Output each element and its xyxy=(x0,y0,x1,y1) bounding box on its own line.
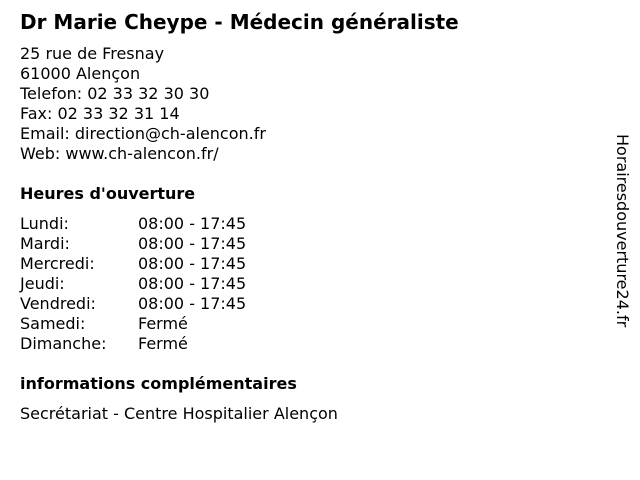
day-label: Mardi: xyxy=(20,234,70,253)
day-label: Lundi: xyxy=(20,214,69,233)
day-label: Samedi: xyxy=(20,314,86,333)
contact-block xyxy=(20,44,266,164)
fax-line: Fax: 02 33 32 31 14 xyxy=(20,104,180,123)
email-line[interactable]: Email: direction@ch-alencon.fr xyxy=(20,124,266,143)
phone-line: Telefon: 02 33 32 30 30 xyxy=(20,84,210,103)
hours-row-tuesday xyxy=(20,234,246,254)
day-label: Jeudi: xyxy=(20,274,65,293)
hours-row-sunday xyxy=(20,334,246,354)
hours-heading: Heures d'ouverture xyxy=(20,184,196,203)
day-label: Vendredi: xyxy=(20,294,96,313)
day-time: 08:00 - 17:45 xyxy=(138,234,247,253)
web-line[interactable]: Web: www.ch-alencon.fr/ xyxy=(20,144,219,163)
hours-table xyxy=(20,214,246,354)
day-label: Dimanche: xyxy=(20,334,107,353)
day-time: Fermé xyxy=(138,334,188,353)
day-time: 08:00 - 17:45 xyxy=(138,254,247,273)
hours-row-saturday xyxy=(20,314,246,334)
day-label: Mercredi: xyxy=(20,254,95,273)
hours-row-thursday xyxy=(20,274,246,294)
address-city: 61000 Alençon xyxy=(20,64,141,83)
hours-row-wednesday xyxy=(20,254,246,274)
address-street: 25 rue de Fresnay xyxy=(20,44,165,63)
day-time: 08:00 - 17:45 xyxy=(138,274,247,293)
site-watermark: Horairesdouverture24.fr xyxy=(613,134,632,328)
page-title: Dr Marie Cheype - Médecin généraliste xyxy=(20,10,459,34)
day-time: 08:00 - 17:45 xyxy=(138,294,247,313)
day-time: Fermé xyxy=(138,314,188,333)
hours-row-monday xyxy=(20,214,246,234)
info-text: Secrétariat - Centre Hospitalier Alençon xyxy=(20,404,338,423)
day-time: 08:00 - 17:45 xyxy=(138,214,247,233)
hours-row-friday xyxy=(20,294,246,314)
info-heading: informations complémentaires xyxy=(20,374,297,393)
